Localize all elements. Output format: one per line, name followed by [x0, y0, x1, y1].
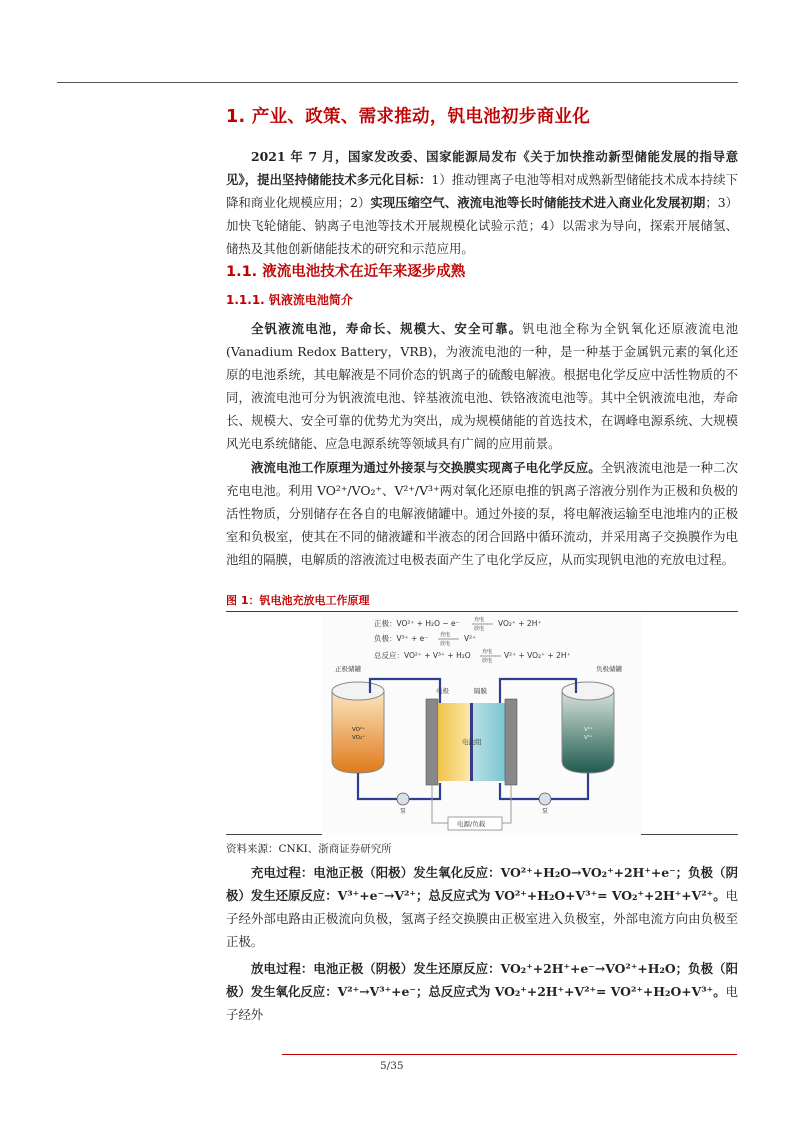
power-load-label: 电源/负载	[457, 820, 486, 828]
policy-text-2: ；3）加快飞轮储能、钠离子电池等技术开展规模化试验示范；4）以需求为导向，探索开展储氢、储热及其他创新储能技术的研究和示范应用。	[226, 195, 739, 256]
working-principle-bold-text: 液流电池工作原理为通过外接泵与交换膜实现离子电化学反应。	[251, 460, 601, 475]
working-principle-text: 全钒液流电池是一种二次充电电池。利用 VO²⁺/VO₂⁺、V²⁺/V³⁺两对氧化还原电推的钒离子溶液分别作为正极和负极的活性物质，分别储存在各自的电解液储罐中。通过外接的泵，将电解液运输至电池堆内的正极室和负极室，使其在不同的储液罐和半液态的闭合回路中循环流动，并采用离子交换膜作为电池组的隔膜，电解质的溶液流过电极表面产生了电化学反应，从而实现钒电池的充放电过程。	[226, 460, 739, 567]
battery-diagram	[322, 613, 641, 833]
pump-right-icon	[539, 793, 551, 805]
negative-ion-2: V³⁺	[584, 735, 593, 741]
membrane-label: 隔膜	[474, 687, 487, 695]
discharge-process-text: 电子经外	[226, 984, 738, 1022]
pump-left-icon	[397, 793, 409, 805]
equation-total: 总反应：VO²⁺ + V³⁺ + H₂O	[374, 651, 471, 660]
electrode-label: 电极	[436, 687, 449, 695]
figure-source: 资料来源：CNKI、浙商证券研究所	[226, 843, 392, 855]
working-principle-paragraph	[226, 456, 738, 571]
header-rule	[57, 82, 738, 83]
arrow-label-charge-3: 充电	[482, 649, 493, 655]
negative-ion-1: V²⁺	[584, 727, 593, 733]
vrb-intro-paragraph	[226, 317, 738, 455]
arrow-label-charge-2: 充电	[440, 632, 451, 638]
positive-ion-1: VO²⁺	[352, 727, 366, 733]
negative-tank-label: 负极储罐	[596, 665, 622, 673]
equation-negative: 负极：V³⁺ + e⁻	[374, 634, 429, 643]
arrow-label-discharge-3: 放电	[482, 658, 493, 664]
figure-top-rule	[226, 611, 738, 612]
arrow-label-discharge: 放电	[474, 626, 485, 632]
pump-left-label: 泵	[400, 808, 407, 815]
policy-bold-text: 2021 年 7 月，国家发改委、国家能源局发布《关于加快推动新型储能发展的指导意见》，提出坚持储能技术多元化目标：	[226, 149, 738, 187]
charge-process-text: 电子经外部电路由正极流向负极，氢离子经交换膜由正极室进入负极室，外部电流方向由负极至正极。	[226, 888, 738, 949]
figure-caption: 图 1：钒电池充放电工作原理	[226, 594, 370, 607]
positive-tank-label: 正极储罐	[335, 665, 361, 673]
equation-positive-product: VO₂⁺ + 2H⁺	[498, 619, 542, 628]
page-number: 5/35	[380, 1060, 404, 1072]
section-heading-1: 1. 产业、政策、需求推动，钒电池初步商业化	[226, 107, 591, 127]
policy-bold-text-2: 实现压缩空气、液流电池等长时储能技术进入商业化发展初期	[370, 195, 706, 210]
source-rule-left	[226, 834, 322, 835]
footer-rule	[282, 1054, 737, 1055]
arrow-label-charge: 充电	[474, 617, 485, 623]
equation-positive: 正极：VO²⁺ + H₂O − e⁻	[374, 619, 460, 628]
positive-ion-2: VO₂⁺	[352, 735, 366, 741]
source-rule-right	[641, 834, 738, 835]
stack-label: 电池组	[462, 738, 482, 746]
policy-text: 1）推动锂离子电池等相对成熟新型储能技术成本持续下降和商业化规模应用；2）	[226, 172, 738, 210]
policy-paragraph	[226, 145, 738, 260]
section-heading-2: 1.1. 液流电池技术在近年来逐步成熟	[226, 264, 466, 280]
equation-negative-product: V²⁺	[464, 634, 477, 643]
section-heading-3: 1.1.1. 钒液流电池简介	[226, 293, 353, 307]
equation-total-product: V²⁺ + VO₂⁺ + 2H⁺	[504, 651, 571, 660]
discharge-process-bold-text: 放电过程：电池正极（阴极）发生还原反应：VO₂⁺+2H⁺+e⁻→VO²⁺+H₂O；负极（阳极）发生氧化反应：V²⁺→V³⁺+e⁻；总反应式为 VO₂⁺+2H⁺+V²⁺= VO²⁺+H₂O+V³⁺。	[226, 961, 738, 999]
vrb-intro-text: 钒电池全称为全钒氧化还原液流电池(Vanadium Redox Battery，VRB)，为液流电池的一种，是一种基于金属钒元素的氧化还原的电池系统，其电解液是不同价态的钒离子的硫酸电解液。根据电化学反应中活性物质的不同，液流电池可分为钒液流电池、锌基液流电池、铁铬液流电池等。其中全钒液流电池，寿命长、规模大、安全可靠的优势尤为突出，成为规模储能的首选技术，在调峰电源系统、大规模风光电系统储能、应急电源系统等领域具有广阔的应用前景。	[226, 321, 739, 451]
arrow-label-discharge-2: 放电	[440, 641, 451, 647]
vrb-intro-bold-text: 全钒液流电池，寿命长、规模大、安全可靠。	[251, 321, 523, 336]
charge-process-paragraph	[226, 861, 738, 953]
pump-right-label: 泵	[542, 808, 549, 815]
discharge-process-paragraph	[226, 957, 738, 1026]
charge-process-bold-text: 充电过程：电池正极（阳极）发生氧化反应：VO²⁺+H₂O→VO₂⁺+2H⁺+e⁻；负极（阴极）发生还原反应：V³⁺+e⁻→V²⁺；总反应式为 VO²⁺+H₂O+V³⁺= VO₂⁺+2H⁺+V²⁺。	[226, 865, 738, 903]
